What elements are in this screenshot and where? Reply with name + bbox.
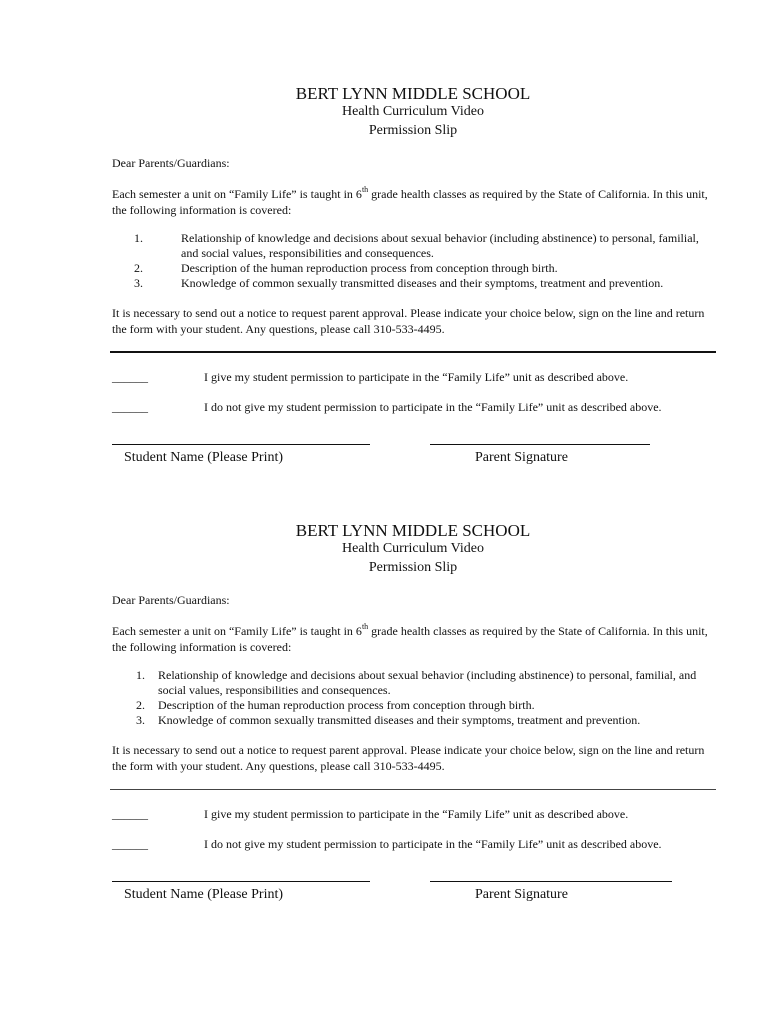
option-permission-no bbox=[112, 400, 712, 416]
divider bbox=[110, 351, 716, 353]
intro-paragraph bbox=[112, 186, 712, 218]
school-title: BERT LYNN MIDDLE SCHOOL bbox=[295, 521, 531, 540]
list-number: 1. bbox=[136, 668, 145, 682]
list-text: Description of the human reproduction process from conception through birth. bbox=[181, 261, 558, 275]
list-text: Knowledge of common sexually transmitted diseases and their symptoms, treatment and prevention. bbox=[181, 276, 664, 290]
intro-text-start: Each semester a unit on “Family Life” is taught in 6 bbox=[112, 187, 362, 201]
list-number: 1. bbox=[134, 231, 143, 245]
student-name-label: Student Name (Please Print) bbox=[124, 887, 284, 902]
checkbox-blank-yes[interactable]: ______ bbox=[112, 807, 148, 821]
option-permission-yes bbox=[112, 807, 712, 823]
list-item bbox=[112, 231, 712, 261]
list-item bbox=[112, 276, 712, 291]
option-text: I give my student permission to participate in the “Family Life” unit as described above. bbox=[204, 807, 629, 821]
list-text: Knowledge of common sexually transmitted diseases and their symptoms, treatment and prevention. bbox=[158, 713, 641, 727]
list-item bbox=[112, 713, 712, 728]
topics-list bbox=[112, 668, 712, 728]
subtitle-permission-slip: Permission Slip bbox=[368, 560, 458, 575]
intro-text-start: Each semester a unit on “Family Life” is taught in 6 bbox=[112, 624, 362, 638]
parent-signature-line[interactable] bbox=[430, 881, 672, 882]
list-item bbox=[112, 698, 712, 713]
list-text: Relationship of knowledge and decisions about sexual behavior (including abstinence) to personal, familial, and social values, responsibilities and consequences. bbox=[181, 231, 699, 260]
list-item bbox=[112, 261, 712, 276]
list-text: Relationship of knowledge and decisions about sexual behavior (including abstinence) to personal, familial, and social values, responsibilities and consequences. bbox=[158, 668, 697, 697]
divider bbox=[110, 789, 716, 790]
parent-signature-label: Parent Signature bbox=[475, 887, 568, 902]
parent-signature-line[interactable] bbox=[430, 444, 650, 445]
checkbox-blank-no[interactable]: ______ bbox=[112, 837, 148, 851]
student-name-label: Student Name (Please Print) bbox=[124, 450, 284, 465]
option-permission-no bbox=[112, 837, 712, 853]
notice-paragraph: It is necessary to send out a notice to request parent approval. Please indicate your choice below, sign on the line and return the form with your student. Any questions, please call 310-533-4495. bbox=[112, 306, 705, 336]
checkbox-blank-no[interactable]: ______ bbox=[112, 400, 148, 414]
parent-signature-label: Parent Signature bbox=[475, 450, 568, 465]
list-number: 3. bbox=[136, 713, 145, 727]
intro-text-end: grade health classes as required by the State of California. In this unit, the following information is covered: bbox=[112, 624, 708, 654]
student-name-line[interactable] bbox=[112, 444, 370, 445]
student-name-line[interactable] bbox=[112, 881, 370, 882]
intro-superscript: th bbox=[361, 185, 369, 194]
subtitle: Health Curriculum Video bbox=[342, 541, 484, 556]
intro-paragraph bbox=[112, 623, 712, 655]
intro-text-end: grade health classes as required by the State of California. In this unit, the following information is covered: bbox=[112, 187, 708, 217]
greeting: Dear Parents/Guardians: bbox=[112, 593, 230, 607]
option-text: I do not give my student permission to participate in the “Family Life” unit as described above. bbox=[204, 837, 662, 851]
intro-superscript: th bbox=[361, 622, 369, 631]
option-text: I do not give my student permission to participate in the “Family Life” unit as described above. bbox=[204, 400, 662, 414]
list-text: Description of the human reproduction process from conception through birth. bbox=[158, 698, 535, 712]
checkbox-blank-yes[interactable]: ______ bbox=[112, 370, 148, 384]
school-title: BERT LYNN MIDDLE SCHOOL bbox=[295, 84, 531, 103]
notice-paragraph: It is necessary to send out a notice to request parent approval. Please indicate your choice below, sign on the line and return the form with your student. Any questions, please call 310-533-4495. bbox=[112, 743, 705, 773]
option-text: I give my student permission to participate in the “Family Life” unit as described above. bbox=[204, 370, 629, 384]
subtitle-permission-slip: Permission Slip bbox=[368, 123, 458, 138]
list-number: 2. bbox=[134, 261, 143, 275]
greeting: Dear Parents/Guardians: bbox=[112, 156, 230, 170]
subtitle: Health Curriculum Video bbox=[342, 104, 484, 119]
option-permission-yes bbox=[112, 370, 712, 386]
list-number: 2. bbox=[136, 698, 145, 712]
topics-list bbox=[112, 231, 712, 291]
list-item bbox=[112, 668, 712, 698]
list-number: 3. bbox=[134, 276, 143, 290]
